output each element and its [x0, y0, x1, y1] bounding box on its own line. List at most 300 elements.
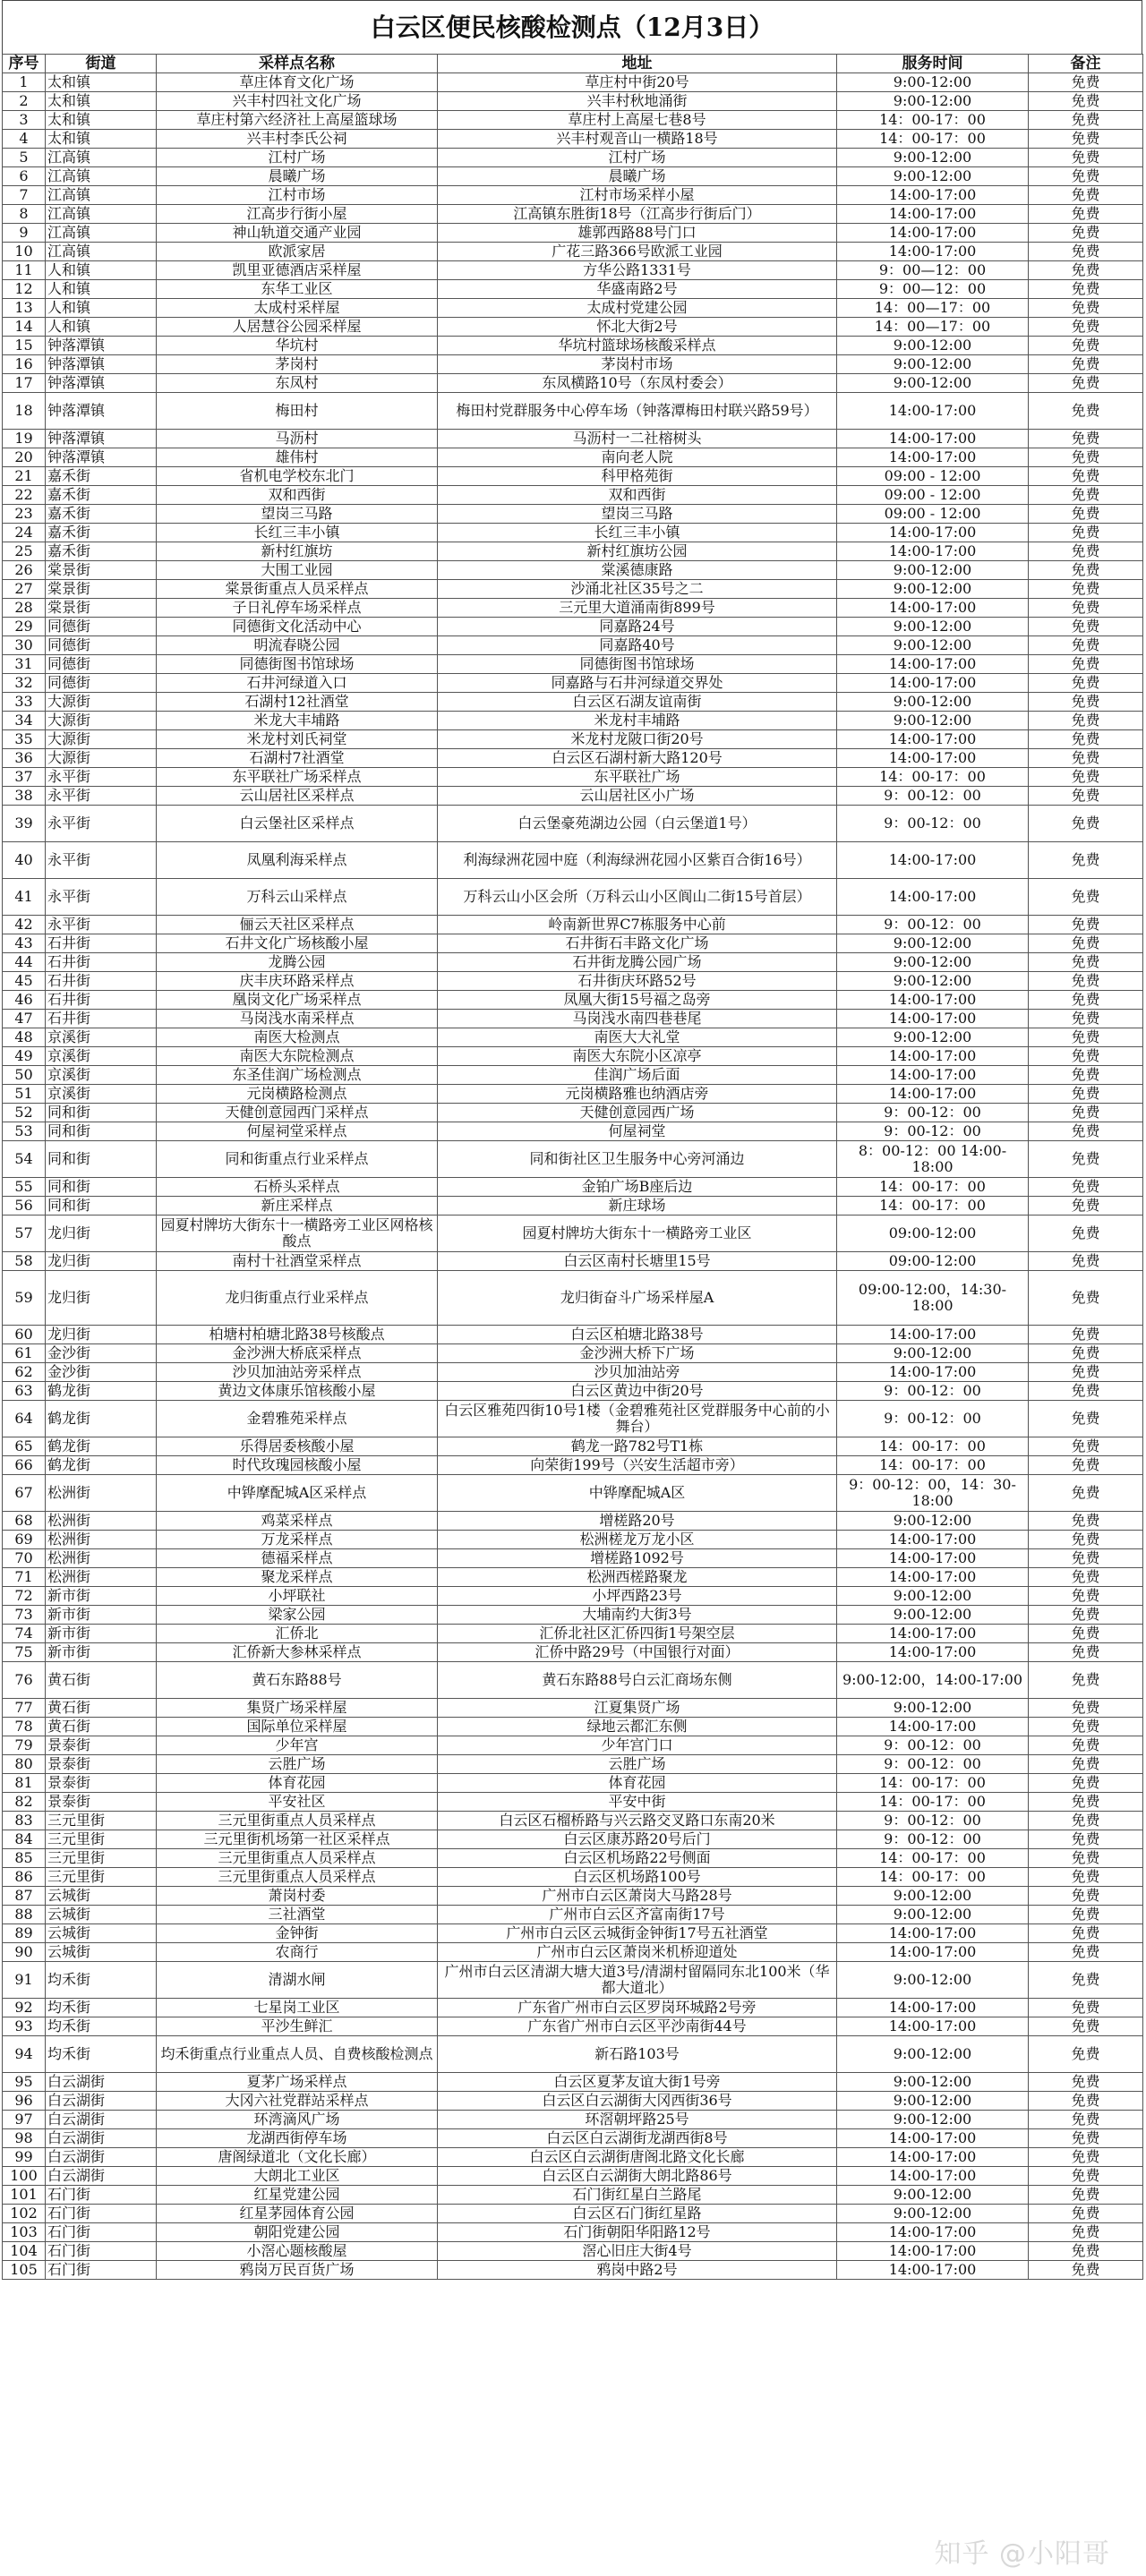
cell-remarks: 免费	[1029, 243, 1143, 261]
cell-index: 11	[3, 261, 46, 280]
cell-street: 鹤龙街	[46, 1382, 157, 1401]
table-row	[3, 1793, 1143, 1812]
cell-street: 嘉禾街	[46, 467, 157, 486]
cell-service-time: 9:00-12:00	[837, 1606, 1029, 1625]
cell-address: 增槎路1092号	[438, 1549, 837, 1568]
cell-site-name: 凰岗文化广场采样点	[157, 991, 438, 1010]
table-row	[3, 430, 1143, 448]
cell-address: 东平联社广场	[438, 768, 837, 787]
cell-address: 广州市白云区萧岗大马路28号	[438, 1887, 837, 1906]
cell-remarks: 免费	[1029, 1215, 1143, 1252]
cell-address: 三元里大道涌南街899号	[438, 599, 837, 618]
cell-address: 汇侨北社区汇侨四街1号架空层	[438, 1625, 837, 1643]
table-row	[3, 1849, 1143, 1868]
cell-index: 18	[3, 393, 46, 430]
cell-site-name: 雄伟村	[157, 448, 438, 467]
cell-address: 华坑村篮球场核酸采样点	[438, 337, 837, 355]
header-index: 序号	[3, 55, 46, 73]
table-row	[3, 2186, 1143, 2205]
cell-street: 大源街	[46, 712, 157, 730]
cell-address: 平安中街	[438, 1793, 837, 1812]
cell-remarks: 免费	[1029, 1475, 1143, 1512]
cell-street: 江高镇	[46, 149, 157, 167]
cell-index: 61	[3, 1344, 46, 1363]
table-row	[3, 393, 1143, 430]
cell-street: 同德街	[46, 618, 157, 636]
cell-index: 91	[3, 1962, 46, 1999]
cell-service-time: 9：00—12：00	[837, 280, 1029, 299]
cell-remarks: 免费	[1029, 430, 1143, 448]
table-row	[3, 299, 1143, 318]
cell-street: 石门街	[46, 2186, 157, 2205]
cell-service-time: 09:00 - 12:00	[837, 505, 1029, 524]
cell-service-time: 9：00-12：00	[837, 1401, 1029, 1437]
cell-index: 26	[3, 561, 46, 580]
cell-street: 石门街	[46, 2261, 157, 2280]
cell-index: 79	[3, 1736, 46, 1755]
cell-address: 江高镇东胜街18号（江高步行街后门）	[438, 205, 837, 224]
cell-service-time: 14:00-17:00	[837, 655, 1029, 674]
cell-service-time: 9:00-12:00	[837, 1962, 1029, 1999]
cell-site-name: 唐阁绿道北（文化长廊）	[157, 2148, 438, 2167]
cell-index: 39	[3, 806, 46, 842]
cell-address: 双和西街	[438, 486, 837, 505]
cell-site-name: 大冈六社党群站采样点	[157, 2092, 438, 2111]
table-row	[3, 749, 1143, 768]
cell-index: 29	[3, 618, 46, 636]
cell-site-name: 云胜广场	[157, 1755, 438, 1774]
cell-index: 8	[3, 205, 46, 224]
cell-site-name: 万龙采样点	[157, 1531, 438, 1549]
table-row	[3, 1736, 1143, 1755]
cell-remarks: 免费	[1029, 448, 1143, 467]
cell-remarks: 免费	[1029, 2148, 1143, 2167]
table-header-row	[3, 55, 1143, 73]
cell-street: 永平街	[46, 787, 157, 806]
table-row	[3, 524, 1143, 542]
cell-remarks: 免费	[1029, 1812, 1143, 1830]
cell-street: 云城街	[46, 1906, 157, 1924]
cell-site-name: 明流春晓公园	[157, 636, 438, 655]
cell-street: 云城街	[46, 1887, 157, 1906]
cell-remarks: 免费	[1029, 561, 1143, 580]
table-row	[3, 1587, 1143, 1606]
cell-service-time: 14:00-17:00	[837, 2223, 1029, 2242]
cell-address: 科甲格苑街	[438, 467, 837, 486]
cell-service-time: 9:00-12:00	[837, 92, 1029, 111]
cell-street: 鹤龙街	[46, 1401, 157, 1437]
cell-address: 白云区黄边中街20号	[438, 1382, 837, 1401]
cell-remarks: 免费	[1029, 355, 1143, 374]
table-row	[3, 1141, 1143, 1178]
cell-address: 龙归街奋斗广场采样屋A	[438, 1271, 837, 1326]
table-row	[3, 599, 1143, 618]
cell-street: 三元里街	[46, 1830, 157, 1849]
cell-site-name: 马沥村	[157, 430, 438, 448]
cell-site-name: 马岗浅水南采样点	[157, 1010, 438, 1028]
cell-site-name: 神山轨道交通产业园	[157, 224, 438, 243]
cell-street: 永平街	[46, 806, 157, 842]
cell-site-name: 新庄采样点	[157, 1197, 438, 1215]
table-row	[3, 448, 1143, 467]
table-row	[3, 2017, 1143, 2036]
table-row	[3, 92, 1143, 111]
cell-site-name: 柏塘村柏塘北路38号核酸点	[157, 1326, 438, 1344]
cell-remarks: 免费	[1029, 1718, 1143, 1736]
cell-address: 白云区白云湖街唐阁北路文化长廊	[438, 2148, 837, 2167]
cell-index: 80	[3, 1755, 46, 1774]
cell-index: 44	[3, 953, 46, 972]
cell-remarks: 免费	[1029, 1568, 1143, 1587]
cell-index: 99	[3, 2148, 46, 2167]
cell-remarks: 免费	[1029, 486, 1143, 505]
cell-remarks: 免费	[1029, 261, 1143, 280]
cell-street: 白云湖街	[46, 2129, 157, 2148]
cell-address: 绿地云都汇东侧	[438, 1718, 837, 1736]
table-row	[3, 486, 1143, 505]
cell-remarks: 免费	[1029, 953, 1143, 972]
cell-remarks: 免费	[1029, 1868, 1143, 1887]
cell-address: 凤凰大街15号福之岛旁	[438, 991, 837, 1010]
table-row	[3, 280, 1143, 299]
cell-service-time: 14:00-17:00	[837, 2129, 1029, 2148]
table-row	[3, 130, 1143, 149]
cell-service-time: 14:00-17:00	[837, 879, 1029, 916]
cell-street: 黄石街	[46, 1699, 157, 1718]
cell-site-name: 黄石东路88号	[157, 1662, 438, 1699]
cell-site-name: 石井文化广场核酸小屋	[157, 934, 438, 953]
cell-index: 1	[3, 73, 46, 92]
cell-site-name: 小滘心题核酸屋	[157, 2242, 438, 2261]
table-row	[3, 1437, 1143, 1456]
cell-index: 12	[3, 280, 46, 299]
cell-index: 2	[3, 92, 46, 111]
cell-index: 60	[3, 1326, 46, 1344]
cell-site-name: 红星党建公园	[157, 2186, 438, 2205]
cell-street: 新市街	[46, 1606, 157, 1625]
table-row	[3, 1830, 1143, 1849]
cell-site-name: 欧派家居	[157, 243, 438, 261]
table-row	[3, 1401, 1143, 1437]
cell-site-name: 黄边文体康乐馆核酸小屋	[157, 1382, 438, 1401]
cell-index: 19	[3, 430, 46, 448]
cell-remarks: 免费	[1029, 618, 1143, 636]
table-row	[3, 1606, 1143, 1625]
cell-site-name: 金沙洲大桥底采样点	[157, 1344, 438, 1363]
cell-street: 棠景街	[46, 599, 157, 618]
cell-site-name: 大朗北工业区	[157, 2167, 438, 2186]
cell-address: 白云区石榴桥路与兴云路交叉路口东南20米	[438, 1812, 837, 1830]
cell-site-name: 东圣佳润广场检测点	[157, 1066, 438, 1085]
cell-index: 43	[3, 934, 46, 953]
cell-index: 104	[3, 2242, 46, 2261]
cell-site-name: 平安社区	[157, 1793, 438, 1812]
cell-remarks: 免费	[1029, 2205, 1143, 2223]
cell-address: 草庄村中街20号	[438, 73, 837, 92]
cell-remarks: 免费	[1029, 730, 1143, 749]
cell-site-name: 夏茅广场采样点	[157, 2073, 438, 2092]
cell-service-time: 14:00-17:00	[837, 1363, 1029, 1382]
cell-remarks: 免费	[1029, 1085, 1143, 1104]
cell-address: 汇侨中路29号（中国银行对面）	[438, 1643, 837, 1662]
cell-address: 方华公路1331号	[438, 261, 837, 280]
cell-remarks: 免费	[1029, 655, 1143, 674]
cell-street: 人和镇	[46, 280, 157, 299]
cell-site-name: 庆丰庆环路采样点	[157, 972, 438, 991]
table-row	[3, 1066, 1143, 1085]
cell-address: 沙贝加油站旁	[438, 1363, 837, 1382]
cell-index: 57	[3, 1215, 46, 1252]
cell-remarks: 免费	[1029, 1141, 1143, 1178]
cell-site-name: 东平联社广场采样点	[157, 768, 438, 787]
cell-index: 40	[3, 842, 46, 879]
cell-street: 永平街	[46, 842, 157, 879]
cell-service-time: 9:00-12:00	[837, 1512, 1029, 1531]
cell-street: 石井街	[46, 972, 157, 991]
cell-index: 6	[3, 167, 46, 186]
cell-index: 56	[3, 1197, 46, 1215]
cell-street: 均禾街	[46, 1962, 157, 1999]
cell-service-time: 9：00-12：00	[837, 787, 1029, 806]
cell-site-name: 汇侨新大参林采样点	[157, 1643, 438, 1662]
cell-service-time: 9:00-12:00	[837, 73, 1029, 92]
cell-service-time: 14:00-17:00	[837, 1718, 1029, 1736]
cell-service-time: 14:00-17:00	[837, 1999, 1029, 2017]
cell-street: 大源街	[46, 749, 157, 768]
table-row	[3, 1699, 1143, 1718]
cell-service-time: 14：00—17：00	[837, 318, 1029, 337]
cell-site-name: 萧岗村委	[157, 1887, 438, 1906]
cell-address: 晨曦广场	[438, 167, 837, 186]
cell-street: 嘉禾街	[46, 486, 157, 505]
cell-address: 望岗三马路	[438, 505, 837, 524]
cell-street: 景泰街	[46, 1736, 157, 1755]
cell-index: 97	[3, 2111, 46, 2129]
header-remarks: 备注	[1029, 55, 1143, 73]
cell-address: 云胜广场	[438, 1755, 837, 1774]
cell-remarks: 免费	[1029, 111, 1143, 130]
cell-remarks: 免费	[1029, 2036, 1143, 2073]
table-row	[3, 972, 1143, 991]
cell-street: 云城街	[46, 1943, 157, 1962]
cell-remarks: 免费	[1029, 749, 1143, 768]
cell-street: 嘉禾街	[46, 524, 157, 542]
cell-service-time: 14:00-17:00	[837, 842, 1029, 879]
cell-index: 7	[3, 186, 46, 205]
cell-index: 76	[3, 1662, 46, 1699]
cell-remarks: 免费	[1029, 224, 1143, 243]
cell-remarks: 免费	[1029, 1178, 1143, 1197]
cell-remarks: 免费	[1029, 2186, 1143, 2205]
cell-index: 103	[3, 2223, 46, 2242]
cell-street: 同德街	[46, 674, 157, 693]
cell-index: 14	[3, 318, 46, 337]
cell-street: 均禾街	[46, 2036, 157, 2073]
cell-index: 25	[3, 542, 46, 561]
cell-site-name: 少年宫	[157, 1736, 438, 1755]
cell-address: 华盛南路2号	[438, 280, 837, 299]
cell-site-name: 石湖村12社酒堂	[157, 693, 438, 712]
cell-site-name: 同德街文化活动中心	[157, 618, 438, 636]
cell-address: 体育花园	[438, 1774, 837, 1793]
table-row	[3, 1812, 1143, 1830]
cell-remarks: 免费	[1029, 842, 1143, 879]
cell-address: 佳润广场后面	[438, 1066, 837, 1085]
cell-index: 49	[3, 1047, 46, 1066]
cell-remarks: 免费	[1029, 1122, 1143, 1141]
cell-index: 66	[3, 1456, 46, 1475]
table-row	[3, 1943, 1143, 1962]
cell-site-name: 梁家公园	[157, 1606, 438, 1625]
cell-index: 23	[3, 505, 46, 524]
cell-index: 15	[3, 337, 46, 355]
table-row	[3, 505, 1143, 524]
cell-index: 62	[3, 1363, 46, 1382]
cell-address: 白云区南村长塘里15号	[438, 1252, 837, 1271]
cell-address: 白云区石门街红星路	[438, 2205, 837, 2223]
table-row	[3, 1643, 1143, 1662]
cell-address: 广州市白云区萧岗米机桥迎道处	[438, 1943, 837, 1962]
cell-index: 100	[3, 2167, 46, 2186]
cell-address: 少年宫门口	[438, 1736, 837, 1755]
cell-site-name: 集贤广场采样屋	[157, 1699, 438, 1718]
cell-street: 同德街	[46, 655, 157, 674]
cell-street: 鹤龙街	[46, 1456, 157, 1475]
cell-remarks: 免费	[1029, 1028, 1143, 1047]
cell-service-time: 9:00-12:00，14:00-17:00	[837, 1662, 1029, 1699]
cell-address: 石井街庆环路52号	[438, 972, 837, 991]
cell-street: 同和街	[46, 1141, 157, 1178]
cell-index: 63	[3, 1382, 46, 1401]
table-body	[3, 73, 1143, 2280]
table-row	[3, 1028, 1143, 1047]
cell-site-name: 草庄体育文化广场	[157, 73, 438, 92]
cell-remarks: 免费	[1029, 2017, 1143, 2036]
cell-remarks: 免费	[1029, 1456, 1143, 1475]
cell-service-time: 14：00-17：00	[837, 1849, 1029, 1868]
cell-street: 龙归街	[46, 1271, 157, 1326]
cell-site-name: 新村红旗坊	[157, 542, 438, 561]
cell-site-name: 江村广场	[157, 149, 438, 167]
cell-address: 石井街石丰路文化广场	[438, 934, 837, 953]
cell-site-name: 均禾街重点行业重点人员、自费核酸检测点	[157, 2036, 438, 2073]
cell-street: 钟落潭镇	[46, 393, 157, 430]
cell-index: 64	[3, 1401, 46, 1437]
cell-service-time: 9:00-12:00	[837, 580, 1029, 599]
cell-address: 雄郭西路88号门口	[438, 224, 837, 243]
cell-remarks: 免费	[1029, 787, 1143, 806]
cell-site-name: 南村十社酒堂采样点	[157, 1252, 438, 1271]
table-row	[3, 806, 1143, 842]
cell-service-time: 09:00-12:00	[837, 1252, 1029, 1271]
cell-remarks: 免费	[1029, 1363, 1143, 1382]
testing-points-table	[2, 54, 1143, 2280]
cell-remarks: 免费	[1029, 1774, 1143, 1793]
cell-remarks: 免费	[1029, 1943, 1143, 1962]
table-row	[3, 1104, 1143, 1122]
cell-remarks: 免费	[1029, 393, 1143, 430]
cell-address: 同嘉路与石井河绿道交界处	[438, 674, 837, 693]
cell-service-time: 9：00-12：00	[837, 1122, 1029, 1141]
table-row	[3, 1085, 1143, 1104]
cell-site-name: 鸦岗万民百货广场	[157, 2261, 438, 2280]
cell-site-name: 三社酒堂	[157, 1906, 438, 1924]
cell-index: 105	[3, 2261, 46, 2280]
cell-site-name: 双和西街	[157, 486, 438, 505]
cell-remarks: 免费	[1029, 1606, 1143, 1625]
table-row	[3, 1197, 1143, 1215]
cell-address: 新村红旗坊公园	[438, 542, 837, 561]
cell-street: 云城街	[46, 1924, 157, 1943]
cell-street: 太和镇	[46, 73, 157, 92]
cell-remarks: 免费	[1029, 1906, 1143, 1924]
table-row	[3, 636, 1143, 655]
cell-address: 南向老人院	[438, 448, 837, 467]
table-row	[3, 842, 1143, 879]
cell-site-name: 三元里街重点人员采样点	[157, 1812, 438, 1830]
cell-site-name: 白云堡社区采样点	[157, 806, 438, 842]
cell-remarks: 免费	[1029, 505, 1143, 524]
cell-site-name: 环湾滴风广场	[157, 2111, 438, 2129]
cell-site-name: 清湖水闸	[157, 1962, 438, 1999]
cell-address: 东凤横路10号（东凤村委会）	[438, 374, 837, 393]
cell-remarks: 免费	[1029, 1512, 1143, 1531]
cell-index: 70	[3, 1549, 46, 1568]
cell-street: 江高镇	[46, 186, 157, 205]
cell-index: 53	[3, 1122, 46, 1141]
cell-index: 31	[3, 655, 46, 674]
cell-index: 72	[3, 1587, 46, 1606]
cell-remarks: 免费	[1029, 636, 1143, 655]
cell-service-time: 14:00-17:00	[837, 448, 1029, 467]
cell-service-time: 9：00—12：00	[837, 261, 1029, 280]
cell-index: 4	[3, 130, 46, 149]
cell-street: 石门街	[46, 2242, 157, 2261]
cell-service-time: 14:00-17:00	[837, 1085, 1029, 1104]
cell-service-time: 14:00-17:00	[837, 2167, 1029, 2186]
cell-service-time: 9：00-12：00	[837, 1812, 1029, 1830]
cell-remarks: 免费	[1029, 1793, 1143, 1812]
table-row	[3, 1122, 1143, 1141]
cell-remarks: 免费	[1029, 2167, 1143, 2186]
cell-index: 41	[3, 879, 46, 916]
cell-index: 59	[3, 1271, 46, 1326]
cell-index: 51	[3, 1085, 46, 1104]
cell-site-name: 龙湖西街停车场	[157, 2129, 438, 2148]
cell-remarks: 免费	[1029, 467, 1143, 486]
table-row	[3, 111, 1143, 130]
cell-street: 同和街	[46, 1122, 157, 1141]
cell-service-time: 9:00-12:00	[837, 2073, 1029, 2092]
cell-address: 白云区柏塘北路38号	[438, 1326, 837, 1344]
cell-address: 黄石东路88号白云汇商场东侧	[438, 1662, 837, 1699]
table-row	[3, 618, 1143, 636]
cell-service-time: 14:00-17:00	[837, 186, 1029, 205]
cell-index: 92	[3, 1999, 46, 2017]
cell-service-time: 14：00-17：00	[837, 1774, 1029, 1793]
cell-remarks: 免费	[1029, 1382, 1143, 1401]
cell-remarks: 免费	[1029, 1962, 1143, 1999]
cell-service-time: 9:00-12:00	[837, 953, 1029, 972]
cell-street: 京溪街	[46, 1085, 157, 1104]
cell-address: 草庄村上高屋七巷8号	[438, 111, 837, 130]
table-row	[3, 1010, 1143, 1028]
cell-remarks: 免费	[1029, 674, 1143, 693]
cell-site-name: 三元里街重点人员采样点	[157, 1868, 438, 1887]
cell-index: 28	[3, 599, 46, 618]
table-row	[3, 1326, 1143, 1344]
cell-site-name: 同德街图书馆球场	[157, 655, 438, 674]
